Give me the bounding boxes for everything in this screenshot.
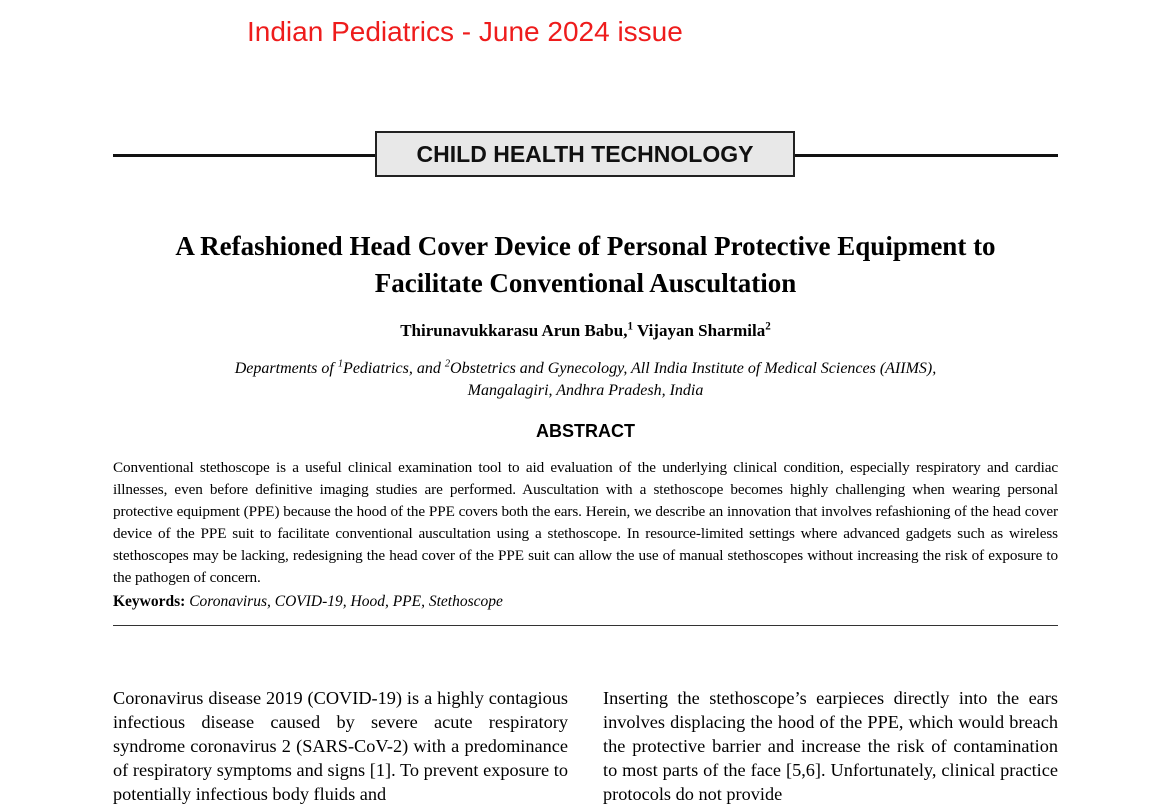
abstract-text: Conventional stethoscope is a useful clinical examination tool to aid evaluation of the underlying clinical condition, especially respiratory and cardiac illnesses, even before definitive imaging studies are performed. Auscultation with a stethoscope becomes highly challenging when wearing personal protective equipment (PPE) because the hood of the PPE covers both the ears. Herein, we describe an innovation that involves refashioning of the head cover device of the PPE suit to facilitate conventional auscultation using a stethoscope. In resource-limited settings where advanced gadgets such as wireless stethoscopes may be lacking, redesigning the head cover of the PPE suit can allow the use of manual stethoscopes without increasing the risk of exposure to the pathogen of concern. — [113, 459, 1058, 586]
abstract-heading: ABSTRACT — [536, 421, 635, 441]
affil-mark-2: 2 — [444, 358, 451, 370]
section-heading: CHILD HEALTH TECHNOLOGY — [416, 140, 754, 167]
author-1-affil-mark: 1 — [627, 320, 633, 333]
title-line-2: Facilitate Conventional Auscultation — [374, 268, 797, 298]
affiliations — [113, 358, 1058, 402]
author-2: Vijayan Sharmila — [633, 321, 766, 340]
keywords — [113, 593, 1058, 611]
affiliation-line-1 — [113, 358, 1058, 380]
affil-text-b: Pediatrics, and — [343, 360, 445, 377]
affil-mark-1: 1 — [337, 358, 344, 370]
affiliation-line-2: Mangalagiri, Andhra Pradesh, India — [467, 382, 704, 399]
abstract-divider — [113, 625, 1058, 626]
keywords-label: Keywords: — [113, 593, 186, 610]
author-list — [113, 321, 1058, 341]
section-rule-right — [795, 154, 1058, 157]
body-column-left: Coronavirus disease 2019 (COVID-19) is a highly contagious infectious disease caused by severe acute respiratory syndrome coronavirus 2 (SARS-CoV-2) with a predominance of respiratory symptoms and signs [1]. To prevent exposure to potentially infectious body fluids and — [113, 688, 568, 804]
section-heading-box — [375, 131, 795, 177]
article-title — [113, 228, 1058, 302]
keywords-values: Coronavirus, COVID-19, Hood, PPE, Stethoscope — [185, 593, 503, 610]
affil-text-a: Departments of — [234, 360, 338, 377]
author-1: Thirunavukkarasu Arun Babu, — [400, 321, 628, 340]
body-column-right: Inserting the stethoscope’s earpieces directly into the ears involves displacing the hood of the PPE, which would breach the protective barrier and increase the risk of contamination to most parts of the face [5,6]. Unfortunately, clinical practice protocols do not provide — [603, 688, 1058, 804]
affil-text-c: Obstetrics and Gynecology, All India Institute of Medical Sciences (AIIMS), — [450, 360, 937, 377]
journal-issue-banner: Indian Pediatrics - June 2024 issue — [247, 16, 683, 47]
title-line-1: A Refashioned Head Cover Device of Personal Protective Equipment to — [175, 231, 996, 261]
section-rule-left — [113, 154, 376, 157]
author-2-affil-mark: 2 — [765, 320, 771, 333]
